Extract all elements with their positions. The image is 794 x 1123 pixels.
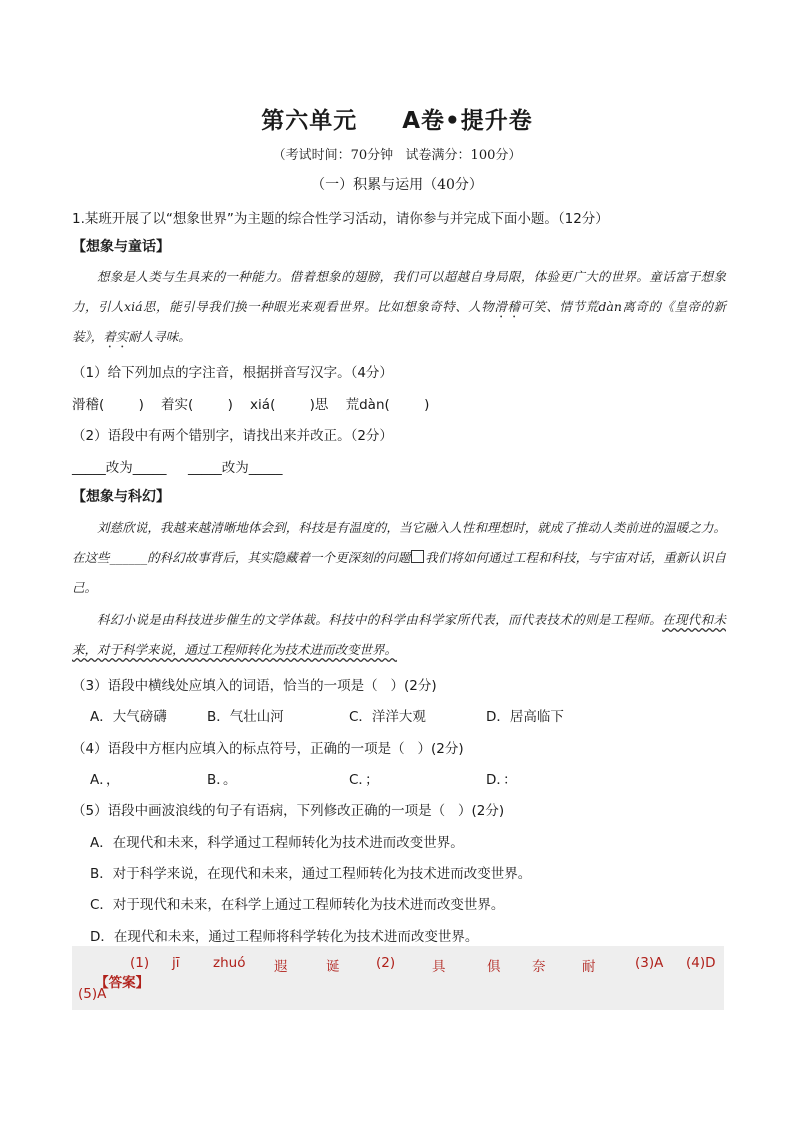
- q5-option-c[interactable]: C．对于现代和未来，在科学上通过工程师转化为技术进而改变世界。: [90, 897, 505, 913]
- sub-question-1-blanks[interactable]: 滑稽( ) 着实( ) xiá( )思 荒dàn( ): [72, 397, 430, 413]
- answer-token: (3)A: [635, 955, 664, 971]
- q4-option-c[interactable]: C．；: [349, 772, 379, 788]
- q3-option-a[interactable]: A．大气磅礴: [90, 709, 167, 725]
- q5-option-d[interactable]: D．在现代和未来，通过工程师将科学转化为技术进而改变世界。: [90, 929, 479, 945]
- passage-fairytale-text-1: 想象是人类与生具来的一种能力。借着想象的翅膀，我们可以超越自身局限，体验更广大的世界。童话富于想象力，引人xiá思，能引导我们换一种眼光来观看世界。比如想象奇特、人物: [72, 269, 726, 314]
- answer-token: (2): [376, 955, 396, 971]
- sub-question-2: （2）语段中有两个错别字，请找出来并改正。（2分）: [72, 428, 393, 444]
- answer-line-2: (5)A: [78, 986, 107, 1002]
- q4-option-d[interactable]: D．：: [486, 772, 517, 788]
- exam-info: （考试时间：70分钟 试卷满分：100分）: [272, 148, 522, 163]
- sub-question-1: （1）给下列加点的字注音，根据拼音写汉字。（4分）: [72, 365, 393, 381]
- q3-option-b[interactable]: B．气壮山河: [207, 709, 284, 725]
- q3-option-c[interactable]: C．洋洋大观: [349, 709, 426, 725]
- page-title: 第六单元 A卷•提升卷: [261, 108, 533, 134]
- answer-token: 俱: [487, 959, 501, 975]
- passage-fairytale-text-3: 耐人寻味。: [128, 329, 191, 344]
- q4-option-a[interactable]: A．，: [90, 772, 120, 788]
- answer-token: 诞: [326, 959, 340, 975]
- passage-fairytale-text-2: 可笑、情节荒dàn离奇的《皇帝的新装》，: [72, 299, 726, 344]
- punctuation-box: [411, 550, 424, 563]
- sub-question-5: （5）语段中画波浪线的句子有语病，下列修改正确的一项是（ ）(2分): [72, 803, 505, 819]
- passage-engineering: [72, 605, 726, 665]
- passage-scifi: [72, 513, 726, 603]
- dotted-word-zhuoshi: 着实: [103, 329, 129, 344]
- wavy-sentence: 在现代和未来，对于科学来说，通过工程师转化为技术进而改变世界。: [72, 612, 726, 657]
- answer-token: 耐: [582, 959, 596, 975]
- passage-engineering-text: 科幻小说是由科技进步催生的文学体裁。科技中的科学由科学家所代表，而代表技术的则是工程师。: [97, 612, 663, 627]
- answer-token: (4)D: [686, 955, 716, 971]
- answer-token: 遐: [274, 959, 288, 975]
- answer-token: jī: [172, 955, 180, 971]
- sub-question-3: （3）语段中横线处应填入的词语，恰当的一项是（ ）(2分): [72, 678, 437, 694]
- sub-question-4: （4）语段中方框内应填入的标点符号，正确的一项是（ ）(2分): [72, 741, 464, 757]
- passage-scifi-text-2: 我们将如何通过工程和科技，与宇宙对话，重新认识自己。: [72, 550, 726, 595]
- question-1-intro: 1.某班开展了以“想象世界”为主题的综合性学习活动，请你参与并完成下面小题。（12分）: [72, 211, 609, 227]
- q4-option-b[interactable]: B．。: [207, 772, 237, 788]
- answer-token: zhuó: [213, 955, 246, 971]
- answer-token: 具: [432, 959, 446, 975]
- answer-box: [72, 946, 724, 1010]
- heading-imagination-fairytale: 【想象与童话】: [72, 239, 170, 255]
- dotted-word-huaji: 滑稽: [494, 299, 521, 314]
- q5-option-a[interactable]: A．在现代和未来，科学通过工程师转化为技术进而改变世界。: [90, 835, 464, 851]
- heading-imagination-scifi: 【想象与科幻】: [72, 489, 170, 505]
- q5-option-b[interactable]: B．对于科学来说，在现代和未来，通过工程师转化为技术进而改变世界。: [90, 866, 532, 882]
- answer-token: (1): [130, 955, 150, 971]
- answer-token: 奈: [532, 959, 546, 975]
- answer-label: 【答案】: [95, 975, 150, 991]
- sub-question-2-blanks[interactable]: _____改为_____ _____改为_____: [72, 460, 283, 476]
- q3-option-d[interactable]: D．居高临下: [486, 709, 564, 725]
- passage-scifi-text-1: 刘慈欣说，我越来越清晰地体会到，科技是有温度的，当它融入人性和理想时，就成了推动人类前进的温暖之力。在这些______的科幻故事背后，其实隐藏着一个更深刻的问题: [72, 520, 726, 565]
- passage-fairytale: [72, 262, 726, 352]
- section-heading: （一）积累与运用（40分）: [311, 177, 483, 193]
